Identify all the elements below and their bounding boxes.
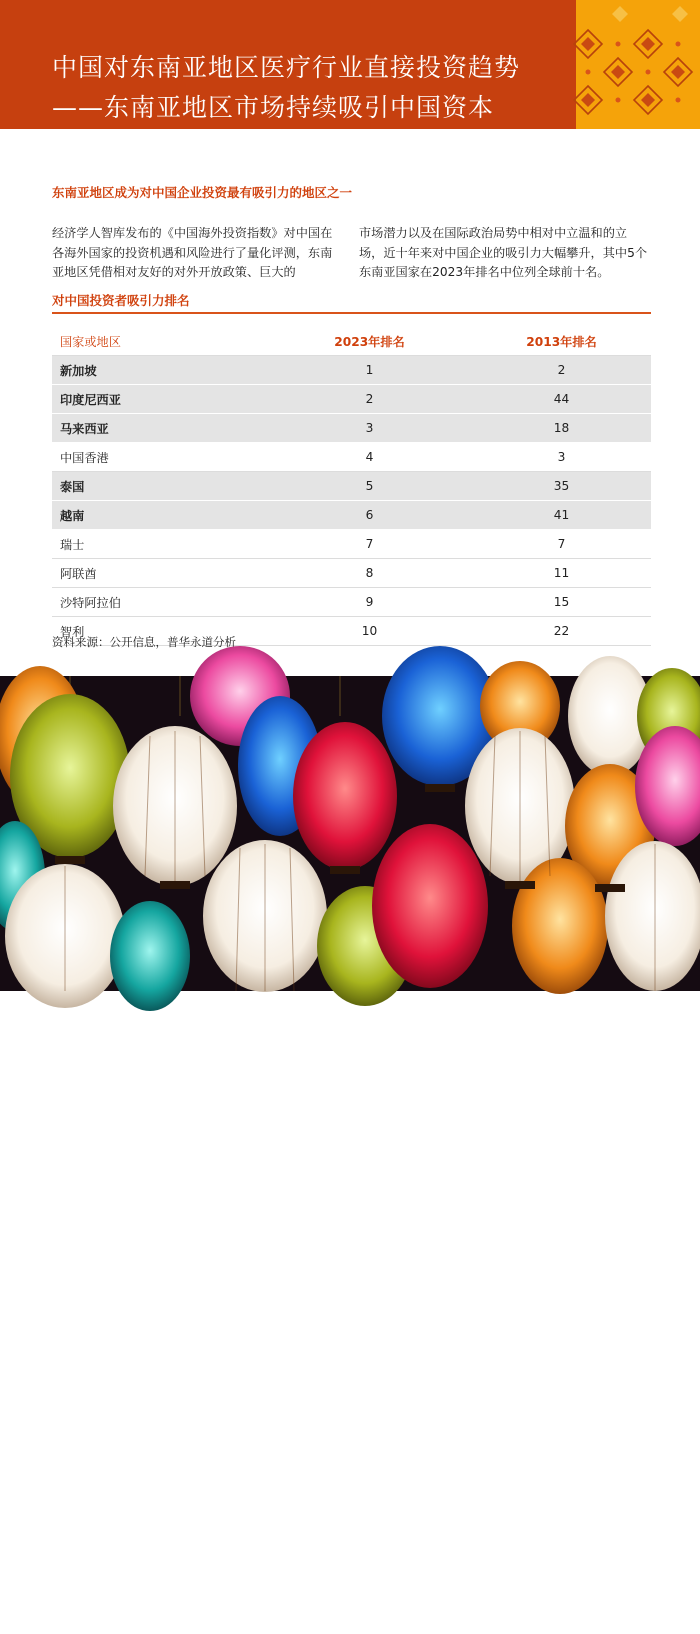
page-number: 16: [342, 1624, 354, 1634]
rank-2013-cell: 15: [472, 588, 651, 617]
rank-2023-cell: 1: [267, 356, 472, 385]
rank-2013-cell: 22: [472, 617, 651, 646]
table-row: [52, 588, 651, 617]
country-cell: 新加坡: [52, 356, 267, 385]
table-row: [52, 501, 651, 530]
country-cell: 马来西亚: [52, 414, 267, 443]
country-cell: 中国香港: [52, 443, 267, 472]
ranking-table: [52, 327, 651, 646]
rank-2023-cell: 10: [267, 617, 472, 646]
country-cell: 瑞士: [52, 530, 267, 559]
header-country: 国家或地区: [52, 327, 267, 356]
rank-2013-cell: 11: [472, 559, 651, 588]
country-cell: 泰国: [52, 472, 267, 501]
table-row: [52, 414, 651, 443]
rank-2013-cell: 35: [472, 472, 651, 501]
lanterns-photo-icon: [0, 676, 700, 1634]
country-cell: 阿联酋: [52, 559, 267, 588]
table-row: [52, 356, 651, 385]
table-row: [52, 443, 651, 472]
rank-2023-cell: 3: [267, 414, 472, 443]
country-cell: 越南: [52, 501, 267, 530]
header-rank-2013: 2013年排名: [472, 327, 651, 356]
table-divider: [52, 312, 651, 314]
rank-2013-cell: 41: [472, 501, 651, 530]
rank-2013-cell: 7: [472, 530, 651, 559]
ornament-pattern-icon: [576, 0, 700, 129]
country-cell: 沙特阿拉伯: [52, 588, 267, 617]
header-banner: [0, 0, 700, 129]
table-row: [52, 472, 651, 501]
header-rank-2023: 2023年排名: [267, 327, 472, 356]
table-row: [52, 559, 651, 588]
title-line-2: ——东南亚地区市场持续吸引中国资本: [52, 93, 495, 122]
rank-2023-cell: 4: [267, 443, 472, 472]
rank-2013-cell: 44: [472, 385, 651, 414]
country-cell: 智利: [52, 617, 267, 646]
section-heading: 东南亚地区成为对中国企业投资最有吸引力的地区之一: [52, 185, 353, 200]
page-title: [52, 48, 572, 128]
rank-2013-cell: 2: [472, 356, 651, 385]
intro-paragraph-left: 经济学人智库发布的《中国海外投资指数》对中国在各海外国家的投资机遇和风险进行了量化评测，东南亚地区凭借相对友好的对外开放政策、巨大的: [52, 226, 333, 279]
rank-2023-cell: 6: [267, 501, 472, 530]
rank-2023-cell: 9: [267, 588, 472, 617]
table-row: [52, 385, 651, 414]
rank-2023-cell: 2: [267, 385, 472, 414]
rank-2023-cell: 5: [267, 472, 472, 501]
rank-2013-cell: 3: [472, 443, 651, 472]
table-title: 对中国投资者吸引力排名: [52, 293, 190, 308]
intro-paragraph-right: 市场潜力以及在国际政治局势中相对中立温和的立场，近十年来对中国企业的吸引力大幅攀升，其中5个东南亚国家在2023年排名中位列全球前十名。: [359, 226, 648, 279]
rank-2023-cell: 7: [267, 530, 472, 559]
rank-2023-cell: 8: [267, 559, 472, 588]
title-line-1: 中国对东南亚地区医疗行业直接投资趋势: [52, 53, 521, 82]
rank-2013-cell: 18: [472, 414, 651, 443]
source-note: 资料来源：公开信息，普华永道分析: [52, 635, 236, 649]
country-cell: 印度尼西亚: [52, 385, 267, 414]
table-row: [52, 530, 651, 559]
table-header-row: [52, 327, 651, 356]
